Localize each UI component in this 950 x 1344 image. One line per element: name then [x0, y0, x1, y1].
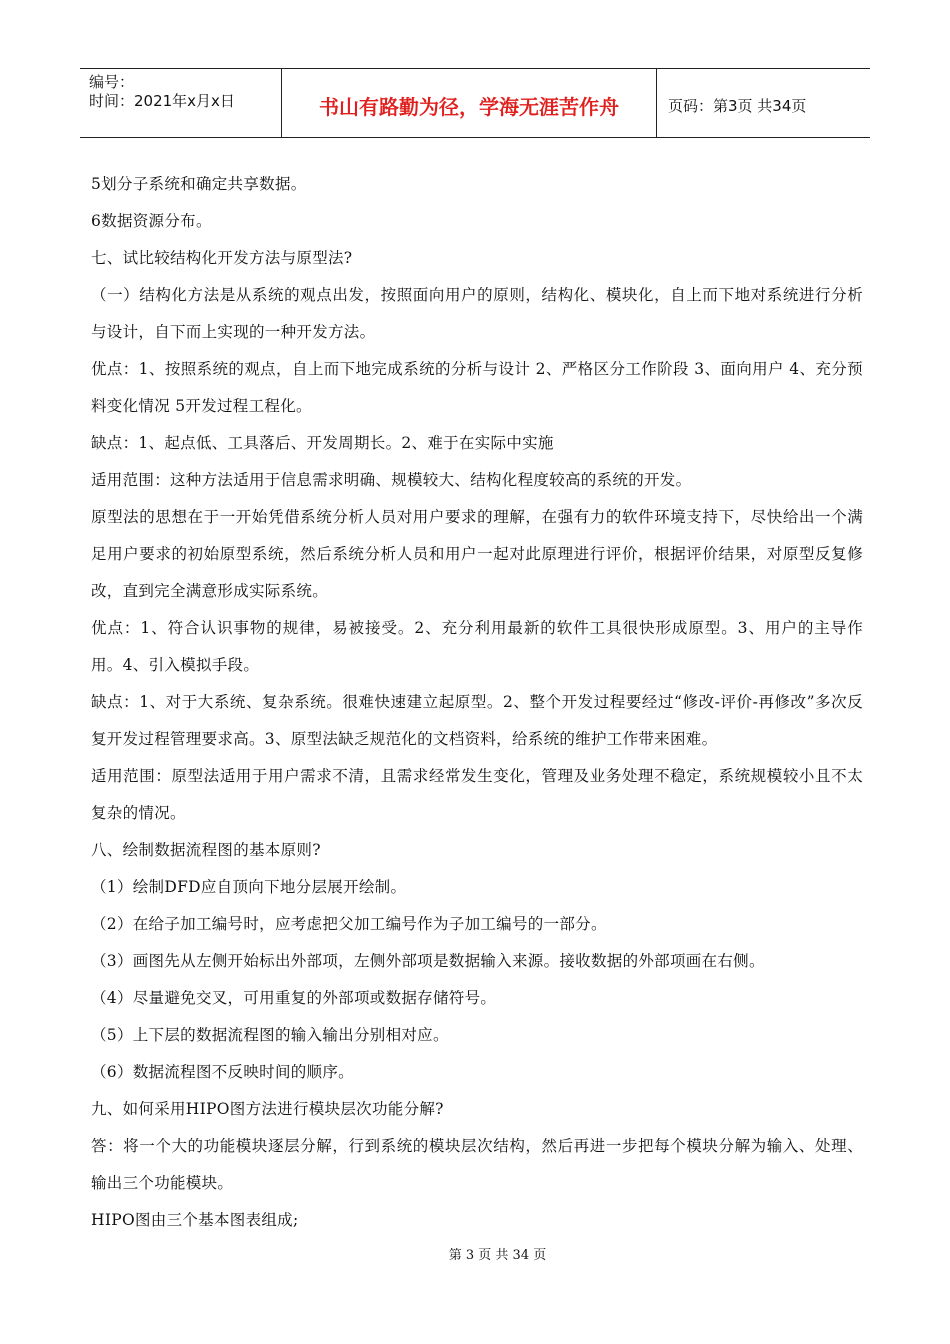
list-item: （5）上下层的数据流程图的输入输出分别相对应。: [91, 1026, 449, 1044]
paragraph: 原型法的思想在于一开始凭借系统分析人员对用户要求的理解，在强有力的软件环境支持下，尽快给出一个满足用户要求的初始原型系统，然后系统分析人员和用户一起对此原理进行评价，根据评价结果，对原型反复修改，直到完全满意形成实际系统。: [91, 508, 863, 600]
header-meta: [80, 69, 282, 137]
paragraph: 优点：1、按照系统的观点，自上而下地完成系统的分析与设计 2、严格区分工作阶段 3、面向用户 4、充分预料变化情况 5开发过程工程化。: [91, 360, 863, 415]
paragraph: 5划分子系统和确定共享数据。: [91, 175, 307, 193]
paragraph: 优点：1、符合认识事物的规律，易被接受。2、充分利用最新的软件工具很快形成原型。3、用户的主导作用。4、引入模拟手段。: [91, 619, 863, 674]
list-item: （1）绘制DFD应自顶向下地分层展开绘制。: [91, 878, 407, 896]
header-motto: 书山有路勤为径，学海无涯苦作舟: [282, 69, 657, 137]
document-body: [91, 166, 863, 1239]
paragraph: 答：将一个大的功能模块逐层分解，行到系统的模块层次结构，然后再进一步把每个模块分解为输入、处理、输出三个功能模块。: [91, 1137, 863, 1192]
section-heading: 七、试比较结构化开发方法与原型法?: [91, 249, 353, 267]
header-page-info: 页码：第3页 共34页: [668, 96, 807, 115]
list-item: （2）在给子加工编号时，应考虑把父加工编号作为子加工编号的一部分。: [91, 915, 607, 933]
page-header: [80, 68, 870, 138]
paragraph: 缺点：1、对于大系统、复杂系统。很难快速建立起原型。2、整个开发过程要经过“修改-评价-再修改”多次反复开发过程管理要求高。3、原型法缺乏规范化的文档资料，给系统的维护工作带来困难。: [91, 693, 863, 748]
serial-label: 编号：: [89, 73, 135, 91]
section-heading: 九、如何采用HIPO图方法进行模块层次功能分解?: [91, 1100, 444, 1118]
section-heading: 八、绘制数据流程图的基本原则?: [91, 841, 321, 859]
paragraph: 6数据资源分布。: [91, 212, 212, 230]
list-item: （4）尽量避免交叉，可用重复的外部项或数据存储符号。: [91, 989, 497, 1007]
list-item: （6）数据流程图不反映时间的顺序。: [91, 1063, 354, 1081]
page-footer: 第 3 页 共 34 页: [448, 1248, 547, 1263]
paragraph: 缺点：1、起点低、工具落后、开发周期长。2、难于在实际中实施: [91, 434, 554, 452]
list-item: （3）画图先从左侧开始标出外部项，左侧外部项是数据输入来源。接收数据的外部项画在右侧。: [91, 952, 765, 970]
paragraph: 适用范围：这种方法适用于信息需求明确、规模较大、结构化程度较高的系统的开发。: [91, 471, 692, 489]
time-label: 时间：2021年x月x日: [89, 92, 235, 110]
paragraph: HIPO图由三个基本图表组成;: [91, 1211, 299, 1229]
paragraph: 适用范围：原型法适用于用户需求不清，且需求经常发生变化，管理及业务处理不稳定，系统规模较小且不太复杂的情况。: [91, 767, 863, 822]
paragraph: （一）结构化方法是从系统的观点出发，按照面向用户的原则，结构化、模块化，自上而下地对系统进行分析与设计，自下而上实现的一种开发方法。: [91, 286, 863, 341]
